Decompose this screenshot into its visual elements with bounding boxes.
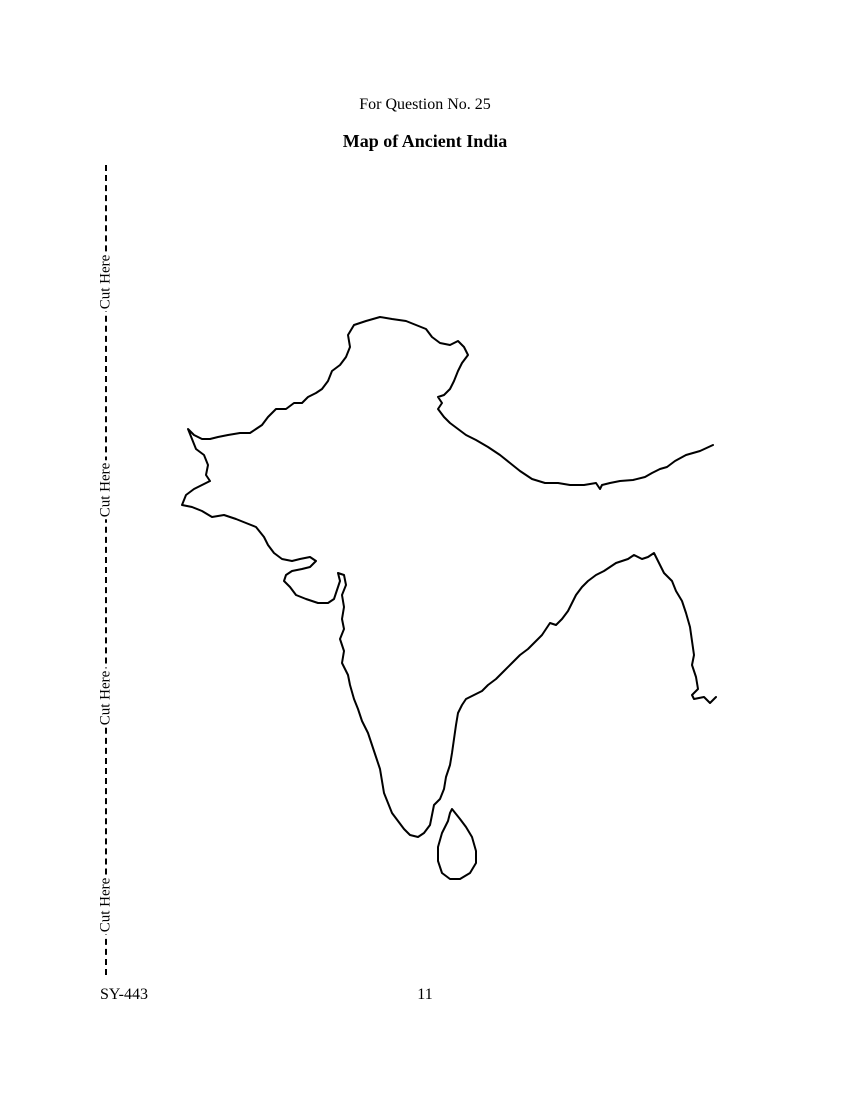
cut-here-label: Cut Here xyxy=(97,877,114,933)
cut-here-label: Cut Here xyxy=(97,254,114,310)
document-code: SY-443 xyxy=(100,986,149,1003)
cut-here-label: Cut Here xyxy=(97,462,114,518)
cut-here-strip xyxy=(92,165,120,975)
sri-lanka-outline xyxy=(438,809,476,879)
page-number: 11 xyxy=(417,986,433,1003)
map-svg xyxy=(170,305,730,895)
outline-map-india xyxy=(170,305,730,895)
map-title: Map of Ancient India xyxy=(342,131,508,151)
india-mainland-outline xyxy=(182,317,716,837)
question-reference: For Question No. 25 xyxy=(359,96,491,113)
cut-here-label: Cut Here xyxy=(97,670,114,726)
